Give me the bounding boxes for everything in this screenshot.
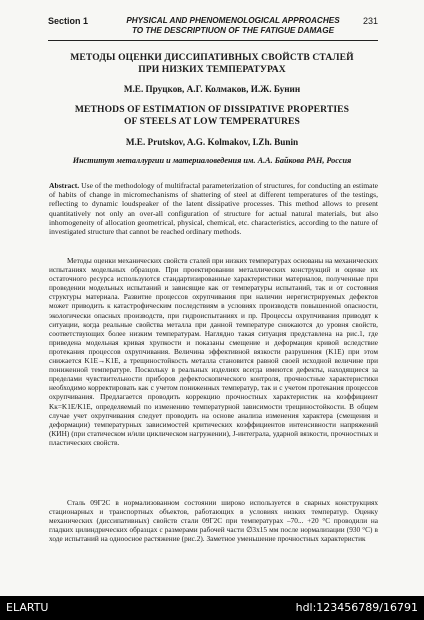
abstract-label: Abstract.: [49, 181, 80, 190]
body-paragraph-1: Методы оценки механических свойств сталей при низких температурах основаны на механических испытаниях модельных образцов. При проектировании металлических конструкций и оценке их остаточного ресурса используются стандартизированные характеристики материалов, полученные при проведении модельных испытаний и зависящие как от температуры испытаний, так и от состояния структуры материала. Развитие процессов охрупчивания при наличии нерегистрируемых дефектов может приводить к катастрофическим последствиям в условиях производств повышенной опасности, экологически опасных производств, при гидроиспытаниях и пр. Процессы охрупчивания приводят к ситуации, когда реальные свойства металла при данной температуре снижаются до уровня свойств, соответствующих более низким температурам. Наглядно такая ситуация представлена на рис.1, где приведена модельная кривая хрупкости и показаны смещение и деформация кривой вследствие протекания процессов охрупчивания. Величина эффективной вязкости разрушения (K1E) при этом снижается K1E→K1E, а трещиностойкость металла становится равной своей исходной величине при пониженной температуре. Поскольку в реальных изделиях всегда имеются дефекты, находящиеся за пределами чувствительности приборов дефектоскопического контроля, прочностные характеристики необходимо корректировать как с учетом пониженных температур, так и с учетом протекания процессов охрупчивания. Предлагается проводить коррекцию прочностных характеристик на коэффициент Kк=K1E/K1E, определяемый по изменению температурной зависимости трещиностойкости. В общем случае учет охрупчивания следует проводить на основе анализа изменения характера (смещения и деформации) температурных зависимостей критических коэффициентов интенсивности напряжений (КИН) (при статическом и/или циклическом нагружении), J-интеграла, ударной вязкости, прочностных и пластических свойств.: [49, 256, 378, 447]
abstract: [49, 181, 378, 236]
running-header: [48, 14, 378, 41]
title-russian: [40, 52, 384, 76]
section-label: Section 1: [48, 16, 89, 26]
title-english-line2: OF STEELS AT LOW TEMPERATURES: [124, 116, 300, 127]
title-english-line1: METHODS OF ESTIMATION OF DISSIPATIVE PROPERTIES: [74, 104, 350, 115]
journal-section-title-line2: TO THE DESCRIPTIUON OF THE FATIGUE DAMAGE: [131, 26, 335, 35]
handle-identifier: hdl:123456789/16791: [295, 601, 418, 614]
body-paragraph-2: Сталь 09Г2С в нормализованном состоянии широко используется в сварных конструкциях стационарных и транспортных объектов, работающих в условиях низких температур. Оценку механических (диссипативных) свойств стали 09Г2С при температурах –70... +20 °С проводили на гладких цилиндрических образцах с размерами рабочей части ∅3x15 мм после нормализации (930 °С) в ходе испытаний на одноосное растяжение (рис.2). Заметное уменьшение прочностных характеристик: [49, 498, 378, 544]
page-number: 231: [362, 16, 378, 26]
authors-english: M.E. Prutskov, A.G. Kolmakov, I.Zh. Bunin: [125, 137, 299, 147]
title-english: [40, 104, 384, 128]
title-russian-line1: МЕТОДЫ ОЦЕНКИ ДИССИПАТИВНЫХ СВОЙСТВ СТАЛЕЙ: [70, 52, 354, 63]
affiliation: Институт металлургии и материаловедения им. А.А. Байкова РАН, Россия: [72, 156, 352, 165]
journal-section-title-line1: PHYSICAL AND PHENOMENOLOGICAL APPROACHES: [126, 16, 340, 25]
journal-section-title: [118, 16, 348, 36]
title-russian-line2: ПРИ НИЗКИХ ТЕМПЕРАТУРАХ: [138, 64, 286, 75]
footer-bar: [0, 596, 424, 620]
abstract-text: Use of the methodology of multifractal parameterization of structures, for conducting an estimate of habits of change in micromechanisms of shattering of steel at different temperatures of the testings, reflecting to dynamic loudspeaker of the latent dissipative processes. This method allows to present quantitatively not only an over-all configuration of structure for actual natural materials, but also inhomogeneity of allocation geometrical, physical, chemical, etc. characteristics, according to the nature of investigated structure that cannot be reached ordinary methods.: [49, 181, 378, 237]
authors-russian: М.Е. Пруцков, А.Г. Колмаков, И.Ж. Бунин: [123, 84, 301, 94]
repository-name: ELARTU: [6, 601, 49, 614]
